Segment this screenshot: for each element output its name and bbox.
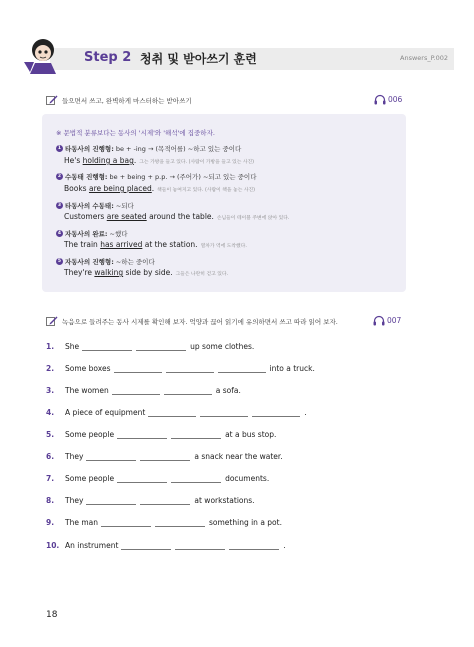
- rule-5: 5 자동사의 진행형: ~하는 중이다: [57, 258, 155, 266]
- section1-label: 들으면서 쓰고, 완벽하게 마스터하는 받아쓰기: [46, 95, 192, 105]
- pencil-note-icon: [46, 316, 58, 326]
- answer-blank[interactable]: [252, 409, 300, 417]
- audio-track-007[interactable]: 007: [373, 315, 401, 326]
- rule-3: 3 타동사의 수동태: ~되다: [57, 202, 134, 210]
- section-header: [22, 42, 454, 72]
- answer-blank[interactable]: [112, 387, 160, 395]
- answer-blank[interactable]: [218, 365, 266, 373]
- example-2: Books are being placed. 책들이 놓여지고 있다. (사람이 책을 놓는 사진): [64, 184, 255, 193]
- page-number: 18: [46, 610, 58, 620]
- answer-blank[interactable]: [117, 431, 167, 439]
- answer-blank[interactable]: [140, 453, 190, 461]
- section2-label: 녹음으로 들려주는 동사 시제를 확인해 보자. 억양과 끊어 읽기에 유의하면서 쓰고 따라 읽어 보자.: [46, 316, 338, 326]
- answer-blank[interactable]: [117, 475, 167, 483]
- answer-blank[interactable]: [171, 431, 221, 439]
- headphone-icon: [373, 315, 385, 326]
- rule-number: 5: [57, 259, 62, 264]
- exercise-item: 5. Some people at a bus stop.: [46, 430, 277, 439]
- rule-number: 1: [57, 146, 62, 151]
- exercise-item: 10. An instrument .: [46, 541, 286, 550]
- answer-blank[interactable]: [136, 343, 186, 351]
- rule-1: 1 타동사의 진행형: be + -ing → (목적어를) ~하고 있는 중이다: [57, 145, 242, 153]
- exercise-item: 7. Some people documents.: [46, 474, 270, 483]
- answer-blank[interactable]: [101, 519, 151, 527]
- exercise-item: 1. She up some clothes.: [46, 342, 255, 351]
- focus-note: ※ 문법적 분류보다는 동사의 '시제'와 '해석'에 집중하자.: [56, 129, 215, 137]
- step-label: Step 2: [84, 50, 132, 65]
- girl-mascot-icon: [22, 36, 64, 74]
- rule-number: 2: [57, 174, 62, 179]
- example-5: They're walking side by side. 그들은 나란히 걷고 있다.: [64, 268, 229, 277]
- answers-reference: Answers_P.002: [400, 54, 448, 62]
- rule-2: 2 수동태 진행형: be + being + p.p. → (주어가) ~되고 있는 중이다: [57, 173, 257, 181]
- answer-blank[interactable]: [86, 497, 136, 505]
- example-3: Customers are seated around the table. 손님들이 테이블 주변에 앉아 있다.: [64, 212, 290, 221]
- header-title: 청취 및 받아쓰기 훈련: [140, 52, 257, 66]
- answer-blank[interactable]: [114, 365, 162, 373]
- answer-blank[interactable]: [155, 519, 205, 527]
- exercise-item: 2. Some boxes into a truck.: [46, 364, 315, 373]
- audio-track-006[interactable]: 006: [374, 94, 402, 105]
- exercise-item: 6. They a snack near the water.: [46, 452, 283, 461]
- exercise-item: 9. The man something in a pot.: [46, 518, 282, 527]
- example-4: The train has arrived at the station. 열차가 역에 도착했다.: [64, 240, 247, 249]
- headphone-icon: [374, 94, 386, 105]
- example-1: He's holding a bag. 그는 가방을 들고 있다. (사람이 가방을 들고 있는 사진): [64, 156, 255, 165]
- grammar-rule-box: [42, 114, 406, 292]
- answer-blank[interactable]: [164, 387, 212, 395]
- answer-blank[interactable]: [82, 343, 132, 351]
- answer-blank[interactable]: [229, 542, 279, 550]
- answer-blank[interactable]: [171, 475, 221, 483]
- answer-blank[interactable]: [175, 542, 225, 550]
- answer-blank[interactable]: [121, 542, 171, 550]
- exercise-item: 8. They at workstations.: [46, 496, 255, 505]
- rule-number: 4: [57, 231, 62, 236]
- answer-blank[interactable]: [86, 453, 136, 461]
- rule-4: 4 자동사의 완료: ~했다: [57, 230, 128, 238]
- answer-blank[interactable]: [140, 497, 190, 505]
- pencil-note-icon: [46, 95, 58, 105]
- rule-number: 3: [57, 203, 62, 208]
- exercise-item: 3. The women a sofa.: [46, 386, 241, 395]
- answer-blank[interactable]: [200, 409, 248, 417]
- answer-blank[interactable]: [148, 409, 196, 417]
- answer-blank[interactable]: [166, 365, 214, 373]
- exercise-item: 4. A piece of equipment .: [46, 408, 307, 417]
